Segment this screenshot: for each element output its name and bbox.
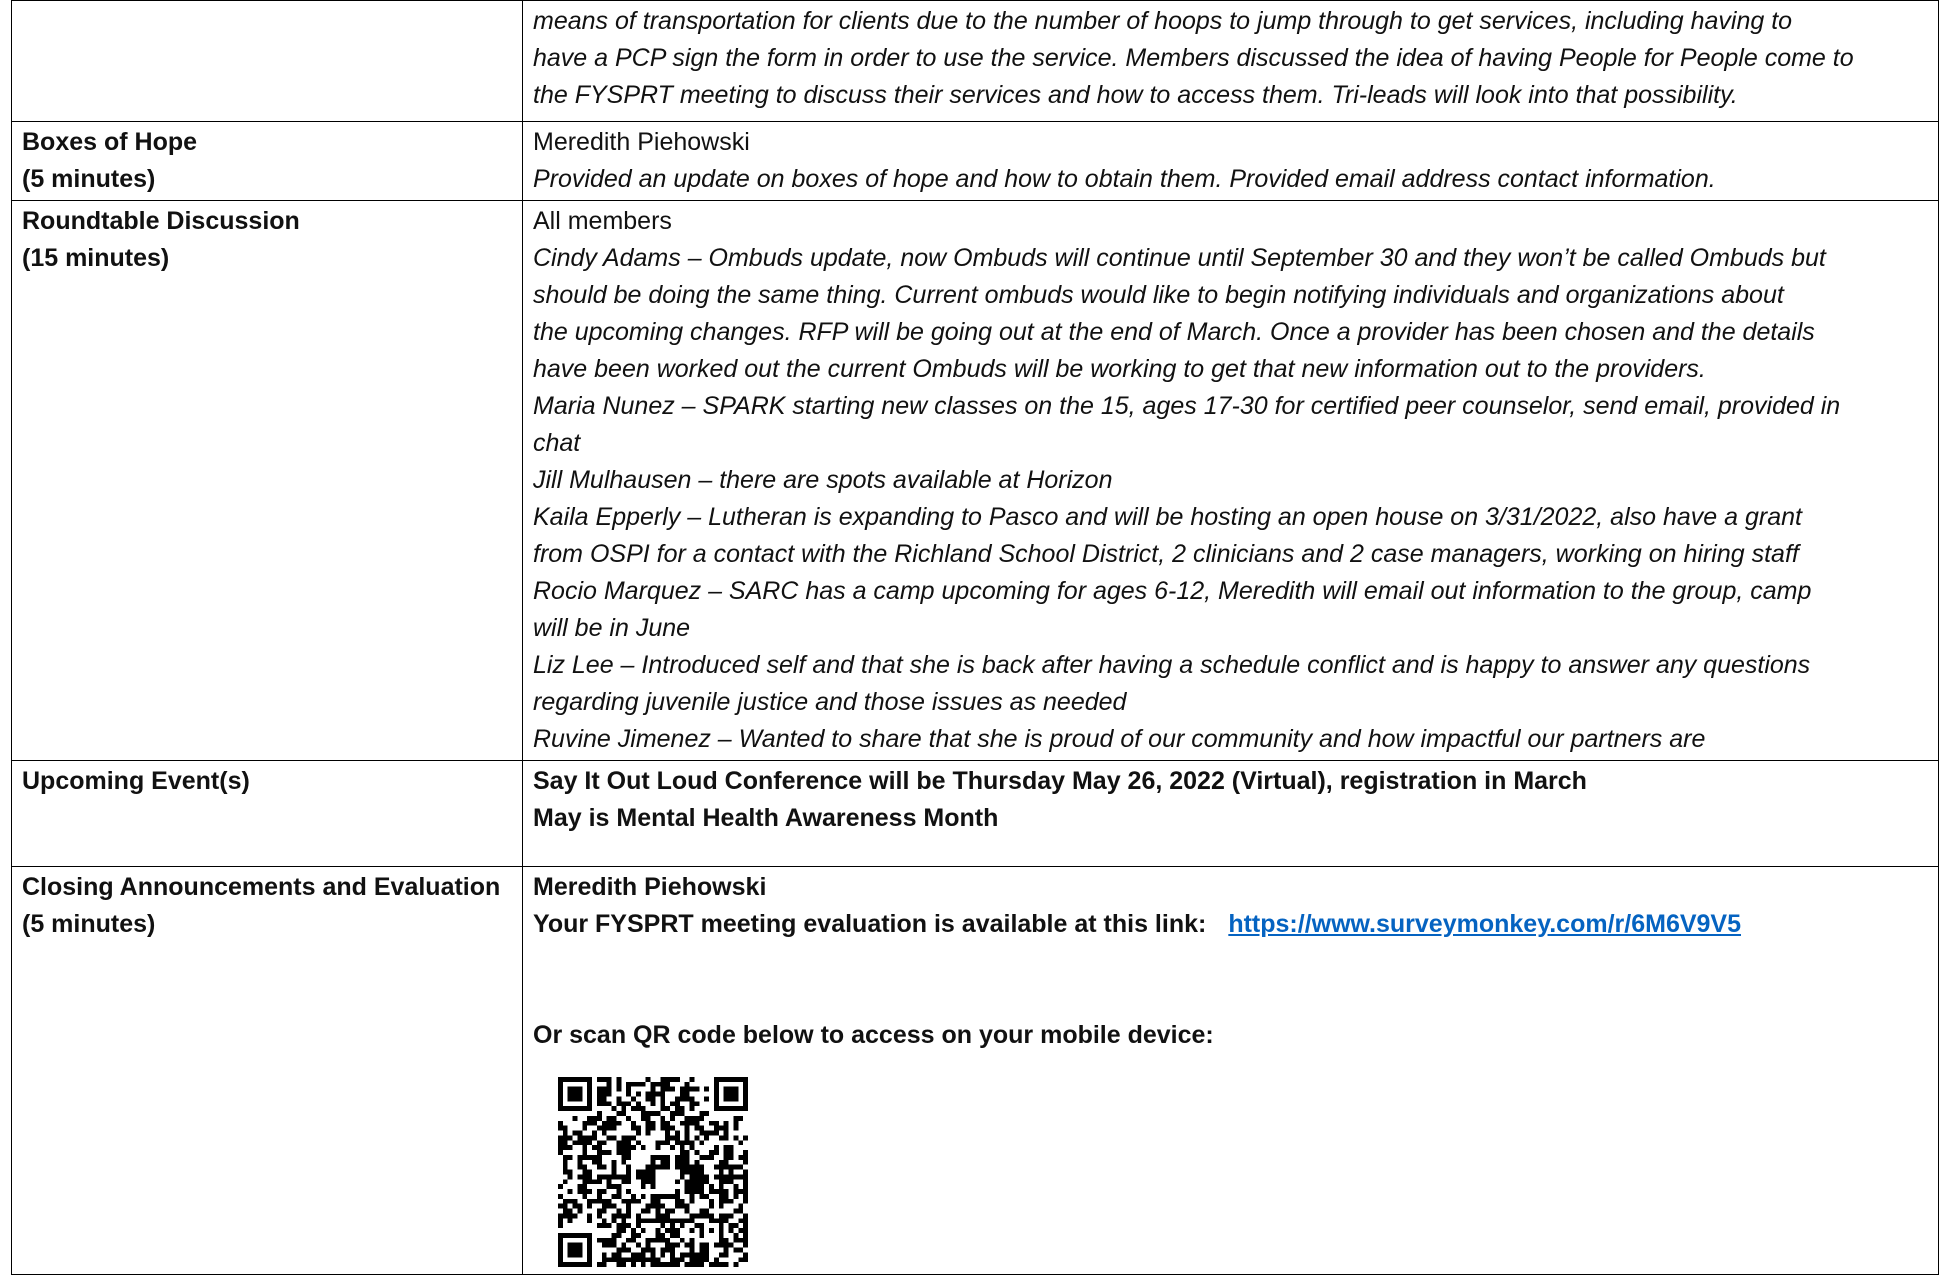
evaluation-link[interactable]: https://www.surveymonkey.com/r/6M6V9V5 xyxy=(1228,910,1741,938)
topic-time: (5 minutes) xyxy=(22,910,156,938)
note-line: have been worked out the current Ombuds will be working to get that new information out to the providers. xyxy=(533,355,1706,383)
table-row xyxy=(12,867,1939,1275)
note-line: Cindy Adams – Ombuds update, now Ombuds will continue until September 30 and they won’t be called Ombuds but xyxy=(533,244,1826,272)
presenter: All members xyxy=(533,207,672,235)
topic-title: Upcoming Event(s) xyxy=(22,767,250,795)
note-line: Jill Mulhausen – there are spots available at Horizon xyxy=(533,466,1113,494)
note-line: the upcoming changes. RFP will be going out at the end of March. Once a provider has been chosen and the details xyxy=(533,318,1815,346)
table-row xyxy=(12,1,1939,122)
note-line: from OSPI for a contact with the Richland School District, 2 clinicians and 2 case managers, working on hiring staff xyxy=(533,540,1799,568)
topic-title: Roundtable Discussion xyxy=(22,207,300,235)
table-row xyxy=(12,201,1939,761)
table-row xyxy=(12,122,1939,201)
presenter: Meredith Piehowski xyxy=(533,128,750,156)
spacer xyxy=(533,943,1928,980)
spacer xyxy=(533,980,1928,1017)
qr-instruction: Or scan QR code below to access on your mobile device: xyxy=(533,1021,1214,1049)
note-line: Rocio Marquez – SARC has a camp upcoming for ages 6-12, Meredith will email out information to the group, camp xyxy=(533,577,1812,605)
topic-cell xyxy=(12,1,523,122)
note-line: Kaila Epperly – Lutheran is expanding to Pasco and will be hosting an open house on 3/31/2022, also have a grant xyxy=(533,503,1802,531)
topic-title: Closing Announcements and Evaluation xyxy=(22,873,501,901)
note-line: the FYSPRT meeting to discuss their services and how to access them. Tri-leads will look into that possibility. xyxy=(533,81,1738,109)
note-line: means of transportation for clients due to the number of hoops to jump through to get services, including having to xyxy=(533,7,1793,35)
detail-cell xyxy=(523,761,1939,867)
topic-cell xyxy=(12,201,523,761)
agenda-table xyxy=(11,0,1939,1275)
note-line: will be in June xyxy=(533,614,691,642)
topic-cell xyxy=(12,761,523,867)
detail-cell xyxy=(523,867,1939,1275)
note-line: Liz Lee – Introduced self and that she is back after having a schedule conflict and is happy to answer any questions xyxy=(533,651,1811,679)
topic-title: Boxes of Hope xyxy=(22,128,198,156)
note-line: have a PCP sign the form in order to use the service. Members discussed the idea of having People for People come to xyxy=(533,44,1854,72)
note-line: Ruvine Jimenez – Wanted to share that she is proud of our community and how impactful our partners are xyxy=(533,725,1706,753)
presenter: Meredith Piehowski xyxy=(533,873,767,901)
evaluation-text: Your FYSPRT meeting evaluation is available at this link: xyxy=(533,910,1207,938)
event-line: May is Mental Health Awareness Month xyxy=(533,804,999,832)
note-line: Provided an update on boxes of hope and how to obtain them. Provided email address contact information. xyxy=(533,165,1716,193)
topic-time: (5 minutes) xyxy=(22,165,156,193)
qr-code-image xyxy=(553,1072,753,1272)
detail-cell xyxy=(523,1,1939,122)
table-row xyxy=(12,761,1939,867)
detail-cell xyxy=(523,122,1939,201)
topic-cell xyxy=(12,122,523,201)
note-line: Maria Nunez – SPARK starting new classes on the 15, ages 17-30 for certified peer counselor, send email, provided in xyxy=(533,392,1841,420)
note-line: should be doing the same thing. Current ombuds would like to begin notifying individuals and organizations about xyxy=(533,281,1784,309)
topic-time: (15 minutes) xyxy=(22,244,170,272)
note-line: regarding juvenile justice and those issues as needed xyxy=(533,688,1127,716)
evaluation-line xyxy=(533,906,1928,943)
note-line: chat xyxy=(533,429,581,457)
event-line: Say It Out Loud Conference will be Thursday May 26, 2022 (Virtual), registration in March xyxy=(533,767,1587,795)
detail-cell xyxy=(523,201,1939,761)
topic-cell xyxy=(12,867,523,1275)
